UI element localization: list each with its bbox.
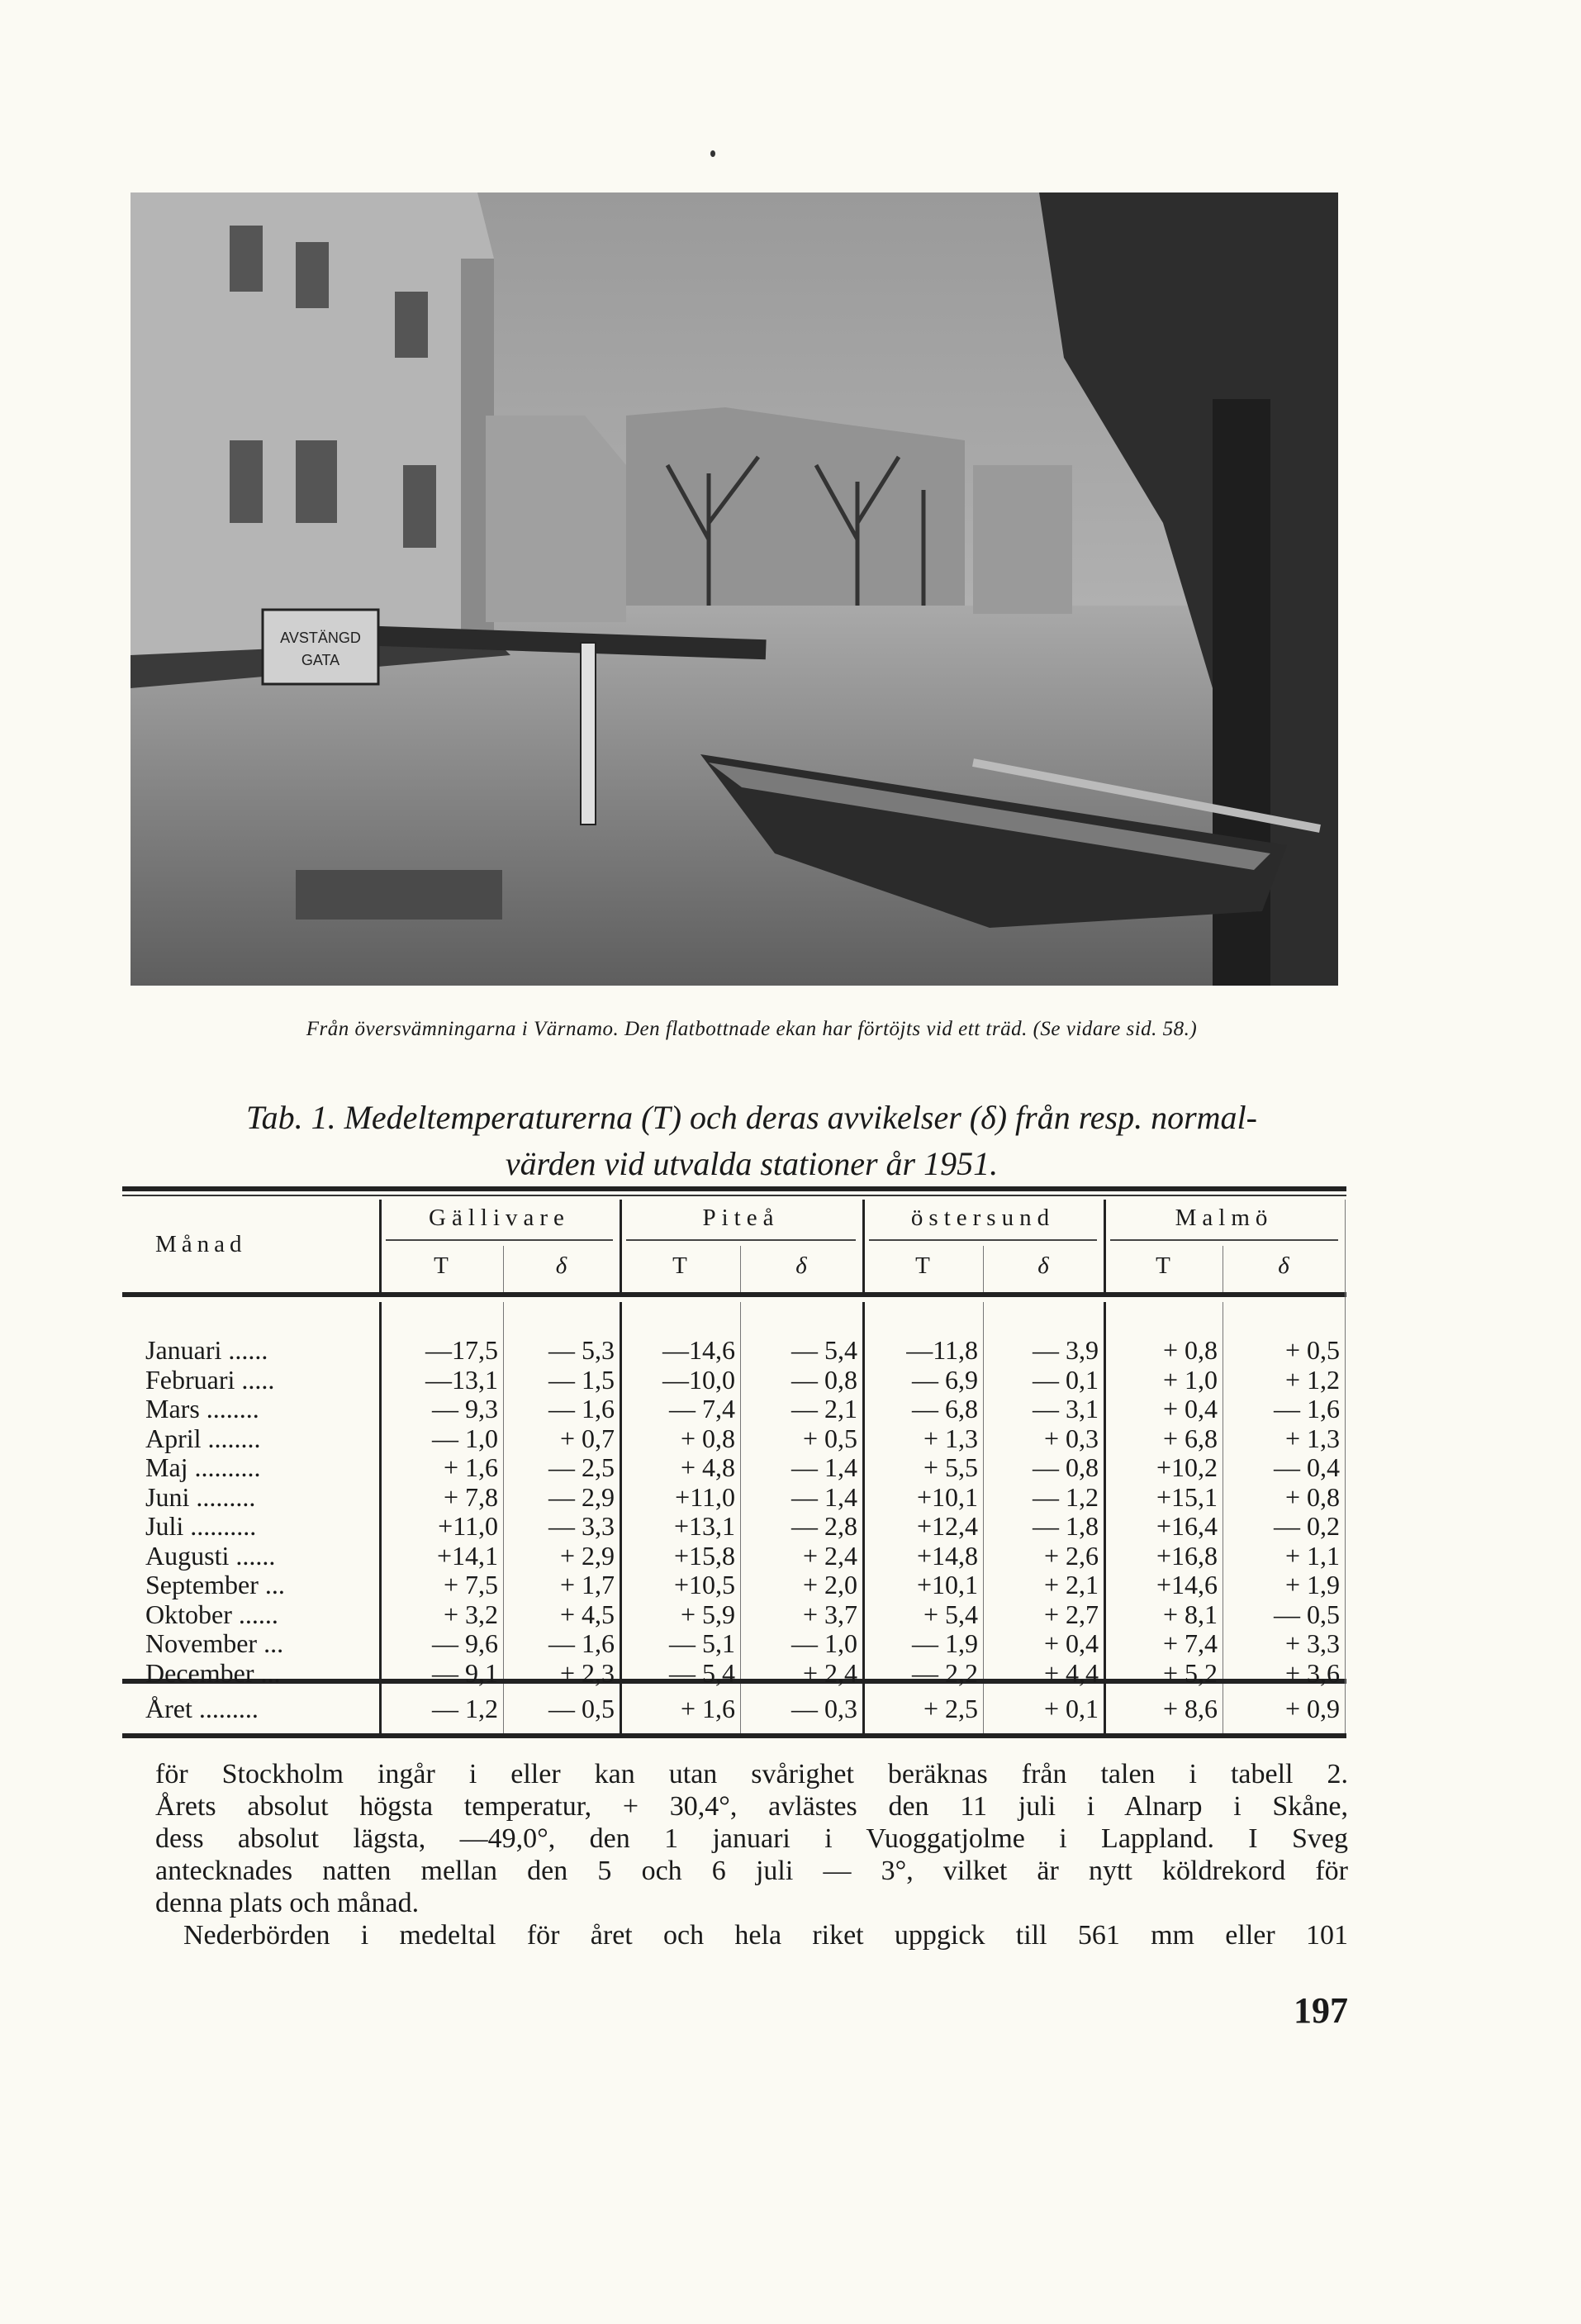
flood-photograph bbox=[131, 192, 1338, 986]
table-row-value: —17,5 bbox=[425, 1335, 498, 1365]
table-row-value: — 1,0 bbox=[791, 1628, 857, 1658]
table-row-value: + 4,5 bbox=[559, 1599, 615, 1629]
table-row-value: +10,5 bbox=[673, 1570, 735, 1599]
table-row-value: + 5,2 bbox=[1162, 1657, 1218, 1688]
table-row-value: + 1,0 bbox=[1162, 1364, 1218, 1395]
total-row-value: + 2,5 bbox=[923, 1694, 978, 1723]
table-title bbox=[165, 1095, 1338, 1187]
table-row-value: +10,1 bbox=[916, 1570, 978, 1599]
table-row-value: — 0,4 bbox=[1274, 1452, 1340, 1482]
table-row-value: + 2,4 bbox=[802, 1540, 857, 1571]
table-row-value: + 7,5 bbox=[443, 1570, 498, 1599]
total-row-value: + 0,9 bbox=[1284, 1694, 1340, 1723]
table-row-value: + 0,4 bbox=[1043, 1628, 1099, 1658]
table-bottom-rule bbox=[122, 1733, 1346, 1738]
table-row-month: April ........ bbox=[145, 1423, 261, 1453]
table-row-value: +14,1 bbox=[436, 1540, 498, 1571]
subheader-delta: δ bbox=[795, 1252, 807, 1279]
table-row-value: — 0,5 bbox=[1274, 1599, 1340, 1629]
table-row-month: Maj .......... bbox=[145, 1452, 261, 1482]
table-row-value: +10,2 bbox=[1156, 1452, 1218, 1482]
table-row-value: + 2,1 bbox=[1043, 1570, 1099, 1599]
table-row-month: Juni ......... bbox=[145, 1481, 256, 1512]
table-top-rule-thin bbox=[122, 1195, 1346, 1196]
table-row-value: —14,6 bbox=[662, 1335, 735, 1365]
table-row-value: — 0,2 bbox=[1274, 1511, 1340, 1541]
table-row-value: + 1,1 bbox=[1284, 1540, 1340, 1571]
table-row-value: + 1,6 bbox=[443, 1452, 498, 1482]
station-header: Gällivare bbox=[429, 1205, 570, 1231]
table-row-value: — 1,5 bbox=[548, 1364, 615, 1395]
body-line: för Stockholm ingår i eller kan utan svårighet beräknas från talen i tabell 2. bbox=[155, 1759, 1348, 1789]
station-underline bbox=[869, 1239, 1097, 1241]
table-row-value: + 8,1 bbox=[1162, 1599, 1218, 1629]
total-row-value: + 1,6 bbox=[680, 1694, 735, 1723]
print-speck bbox=[710, 150, 715, 157]
sign-text: AVSTÄNGD bbox=[280, 630, 361, 646]
body-text bbox=[155, 1758, 1348, 1951]
table-row-value: — 1,0 bbox=[432, 1423, 498, 1453]
table-row-value: — 3,3 bbox=[548, 1511, 615, 1541]
table-top-rule bbox=[122, 1186, 1346, 1191]
table-row-value: + 0,3 bbox=[1043, 1423, 1099, 1453]
table-row-value: + 1,7 bbox=[559, 1570, 615, 1599]
header-rule bbox=[122, 1292, 1346, 1297]
table-row-value: — 1,6 bbox=[548, 1394, 615, 1423]
table-row-value: + 7,4 bbox=[1162, 1628, 1218, 1658]
table-row-value: + 2,6 bbox=[1043, 1540, 1099, 1571]
table-row-value: — 2,1 bbox=[791, 1394, 857, 1423]
table-row-value: — 6,9 bbox=[912, 1364, 978, 1395]
table-row-value: + 1,9 bbox=[1284, 1570, 1340, 1599]
table-row-value: + 3,7 bbox=[802, 1599, 857, 1629]
body-line-paragraph: Nederbörden i medeltal för året och hela riket uppgick till 561 mm eller 101 bbox=[183, 1920, 1348, 1951]
table-row-value: +14,6 bbox=[1156, 1570, 1218, 1599]
table-row-value: — 0,8 bbox=[791, 1364, 857, 1395]
table-row-value: +16,8 bbox=[1156, 1540, 1218, 1571]
table-row-value: +15,8 bbox=[673, 1540, 735, 1571]
table-row-value: — 1,9 bbox=[912, 1628, 978, 1658]
photo-caption: Från översvämningarna i Värnamo. Den flatbottnade ekan har förtöjts vid ett träd. (Se vidare sid. 58.) bbox=[306, 1018, 1198, 1040]
svg-text:GATA: GATA bbox=[301, 652, 340, 668]
table-title-line-2: värden vid utvalda stationer år 1951. bbox=[505, 1145, 999, 1182]
station-header: östersund bbox=[910, 1205, 1056, 1231]
table-row-value: + 3,3 bbox=[1284, 1628, 1340, 1658]
table-row-month: Oktober ...... bbox=[145, 1599, 278, 1629]
table-row-value: + 1,3 bbox=[1284, 1423, 1340, 1453]
table-row-value: + 0,7 bbox=[559, 1423, 615, 1453]
table-row-value: + 0,8 bbox=[1162, 1335, 1218, 1365]
table-row-value: — 6,8 bbox=[912, 1394, 978, 1423]
station-underline bbox=[386, 1239, 613, 1241]
table-row-value: + 5,4 bbox=[923, 1599, 978, 1629]
total-row-month: Året ......... bbox=[145, 1694, 259, 1723]
table-row-value: +11,0 bbox=[438, 1511, 498, 1541]
subheader-T: T bbox=[672, 1252, 687, 1279]
subheader-delta: δ bbox=[1037, 1252, 1049, 1279]
total-row-value: — 0,3 bbox=[791, 1694, 857, 1723]
body-line: dess absolut lägsta, —49,0°, den 1 januari i Vuoggatjolme i Lappland. I Sveg bbox=[155, 1823, 1348, 1854]
total-row-value: + 0,1 bbox=[1043, 1694, 1099, 1723]
table-row-month: December ... bbox=[145, 1657, 281, 1688]
body-line: Årets absolut högsta temperatur, + 30,4°, avlästes den 11 juli i Alnarp i Skåne, bbox=[155, 1791, 1348, 1822]
table-row-value: + 4,8 bbox=[680, 1452, 735, 1482]
table-row-value: — 5,1 bbox=[669, 1628, 735, 1658]
total-row-value: — 0,5 bbox=[548, 1694, 615, 1723]
station-header: Piteå bbox=[702, 1205, 780, 1231]
subheader-delta: δ bbox=[555, 1252, 567, 1279]
table-row-value: + 6,8 bbox=[1162, 1423, 1218, 1453]
total-row-value: — 1,2 bbox=[432, 1694, 498, 1723]
table-row-value: — 2,8 bbox=[791, 1511, 857, 1541]
table-row-month: November ... bbox=[145, 1628, 284, 1658]
table-title-line-1: Tab. 1. Medeltemperaturerna (T) och deras avvikelser (δ) från resp. normal- bbox=[246, 1099, 1257, 1136]
table-row-value: — 2,9 bbox=[548, 1481, 615, 1512]
station-underline bbox=[1110, 1239, 1338, 1241]
table-row-value: + 7,8 bbox=[443, 1481, 498, 1512]
table-row-value: + 0,4 bbox=[1162, 1394, 1218, 1423]
table-row-month: Februari ..... bbox=[145, 1364, 275, 1395]
table-row-month: Januari ...... bbox=[145, 1335, 268, 1365]
total-row-value: + 8,6 bbox=[1162, 1694, 1218, 1723]
table-row-value: + 2,0 bbox=[802, 1570, 857, 1599]
table-row-value: — 7,4 bbox=[669, 1394, 735, 1423]
table-row-value: — 3,1 bbox=[1033, 1394, 1099, 1423]
subheader-delta: δ bbox=[1278, 1252, 1289, 1279]
table-row-value: +16,4 bbox=[1156, 1511, 1218, 1541]
table-row-value: +12,4 bbox=[916, 1511, 978, 1541]
table-row-value: — 2,2 bbox=[912, 1657, 978, 1688]
table-row-value: — 1,2 bbox=[1033, 1481, 1099, 1512]
table-row-value: + 5,5 bbox=[923, 1452, 978, 1482]
table-row-value: + 3,6 bbox=[1284, 1657, 1340, 1688]
table-row-value: +15,1 bbox=[1156, 1481, 1218, 1512]
table-row-value: — 1,6 bbox=[548, 1628, 615, 1658]
table-row-value: —13,1 bbox=[425, 1364, 498, 1395]
station-header: Malmö bbox=[1175, 1205, 1274, 1231]
table-row-value: + 2,4 bbox=[802, 1657, 857, 1688]
table-row-value: + 0,8 bbox=[680, 1423, 735, 1453]
table-row-value: + 1,3 bbox=[923, 1423, 978, 1453]
table-row-value: — 5,4 bbox=[669, 1657, 735, 1688]
table-row-month: September ... bbox=[145, 1570, 285, 1599]
body-line: antecknades natten mellan den 5 och 6 juli — 3°, vilket är nytt köldrekord för bbox=[155, 1856, 1348, 1886]
table-row-month: Mars ........ bbox=[145, 1394, 259, 1423]
table-row-value: + 2,9 bbox=[559, 1540, 615, 1571]
table-row-value: + 2,7 bbox=[1043, 1599, 1099, 1629]
table-row-month: Juli .......... bbox=[145, 1511, 257, 1541]
table-row-value: — 2,5 bbox=[548, 1452, 615, 1482]
table-row-value: +11,0 bbox=[675, 1481, 735, 1512]
table-row-value: — 3,9 bbox=[1033, 1335, 1099, 1365]
table-row-value: — 9,6 bbox=[432, 1628, 498, 1658]
table-row-value: +10,1 bbox=[916, 1481, 978, 1512]
table-row-value: + 2,3 bbox=[559, 1657, 615, 1688]
table-row-value: + 3,2 bbox=[443, 1599, 498, 1629]
table-row-value: —11,8 bbox=[906, 1335, 978, 1365]
month-header: Månad bbox=[155, 1231, 247, 1257]
table-row-value: + 4,4 bbox=[1043, 1657, 1099, 1688]
table-row-value: + 0,8 bbox=[1284, 1481, 1340, 1512]
table-row-value: — 9,1 bbox=[432, 1657, 498, 1688]
table-row-month: Augusti ...... bbox=[145, 1540, 276, 1571]
station-underline bbox=[626, 1239, 856, 1241]
table-row-value: + 1,2 bbox=[1284, 1364, 1340, 1395]
page-number: 197 bbox=[1294, 1990, 1348, 2031]
table-row-value: + 5,9 bbox=[680, 1599, 735, 1629]
table-row-value: +13,1 bbox=[673, 1511, 735, 1541]
table-row-value: — 1,8 bbox=[1033, 1511, 1099, 1541]
subheader-T: T bbox=[1156, 1252, 1170, 1279]
subheader-T: T bbox=[434, 1252, 449, 1279]
table-row-value: + 0,5 bbox=[1284, 1335, 1340, 1365]
table-right-edge bbox=[1345, 1200, 1346, 1733]
table-row-value: —10,0 bbox=[662, 1364, 735, 1395]
table-row-value: — 0,1 bbox=[1033, 1364, 1099, 1395]
table-row-value: — 0,8 bbox=[1033, 1452, 1099, 1482]
table-row-value: +14,8 bbox=[916, 1540, 978, 1571]
body-line: denna plats och månad. bbox=[155, 1888, 420, 1918]
table-row-value: — 9,3 bbox=[432, 1394, 498, 1423]
table-row-value: — 5,4 bbox=[791, 1335, 857, 1365]
table-row-value: — 1,4 bbox=[791, 1452, 857, 1482]
table-row-value: — 5,3 bbox=[548, 1335, 615, 1365]
table-row-value: — 1,4 bbox=[791, 1481, 857, 1512]
table-row-value: — 1,6 bbox=[1274, 1394, 1340, 1423]
subheader-T: T bbox=[915, 1252, 930, 1279]
table-row-value: + 0,5 bbox=[802, 1423, 857, 1453]
